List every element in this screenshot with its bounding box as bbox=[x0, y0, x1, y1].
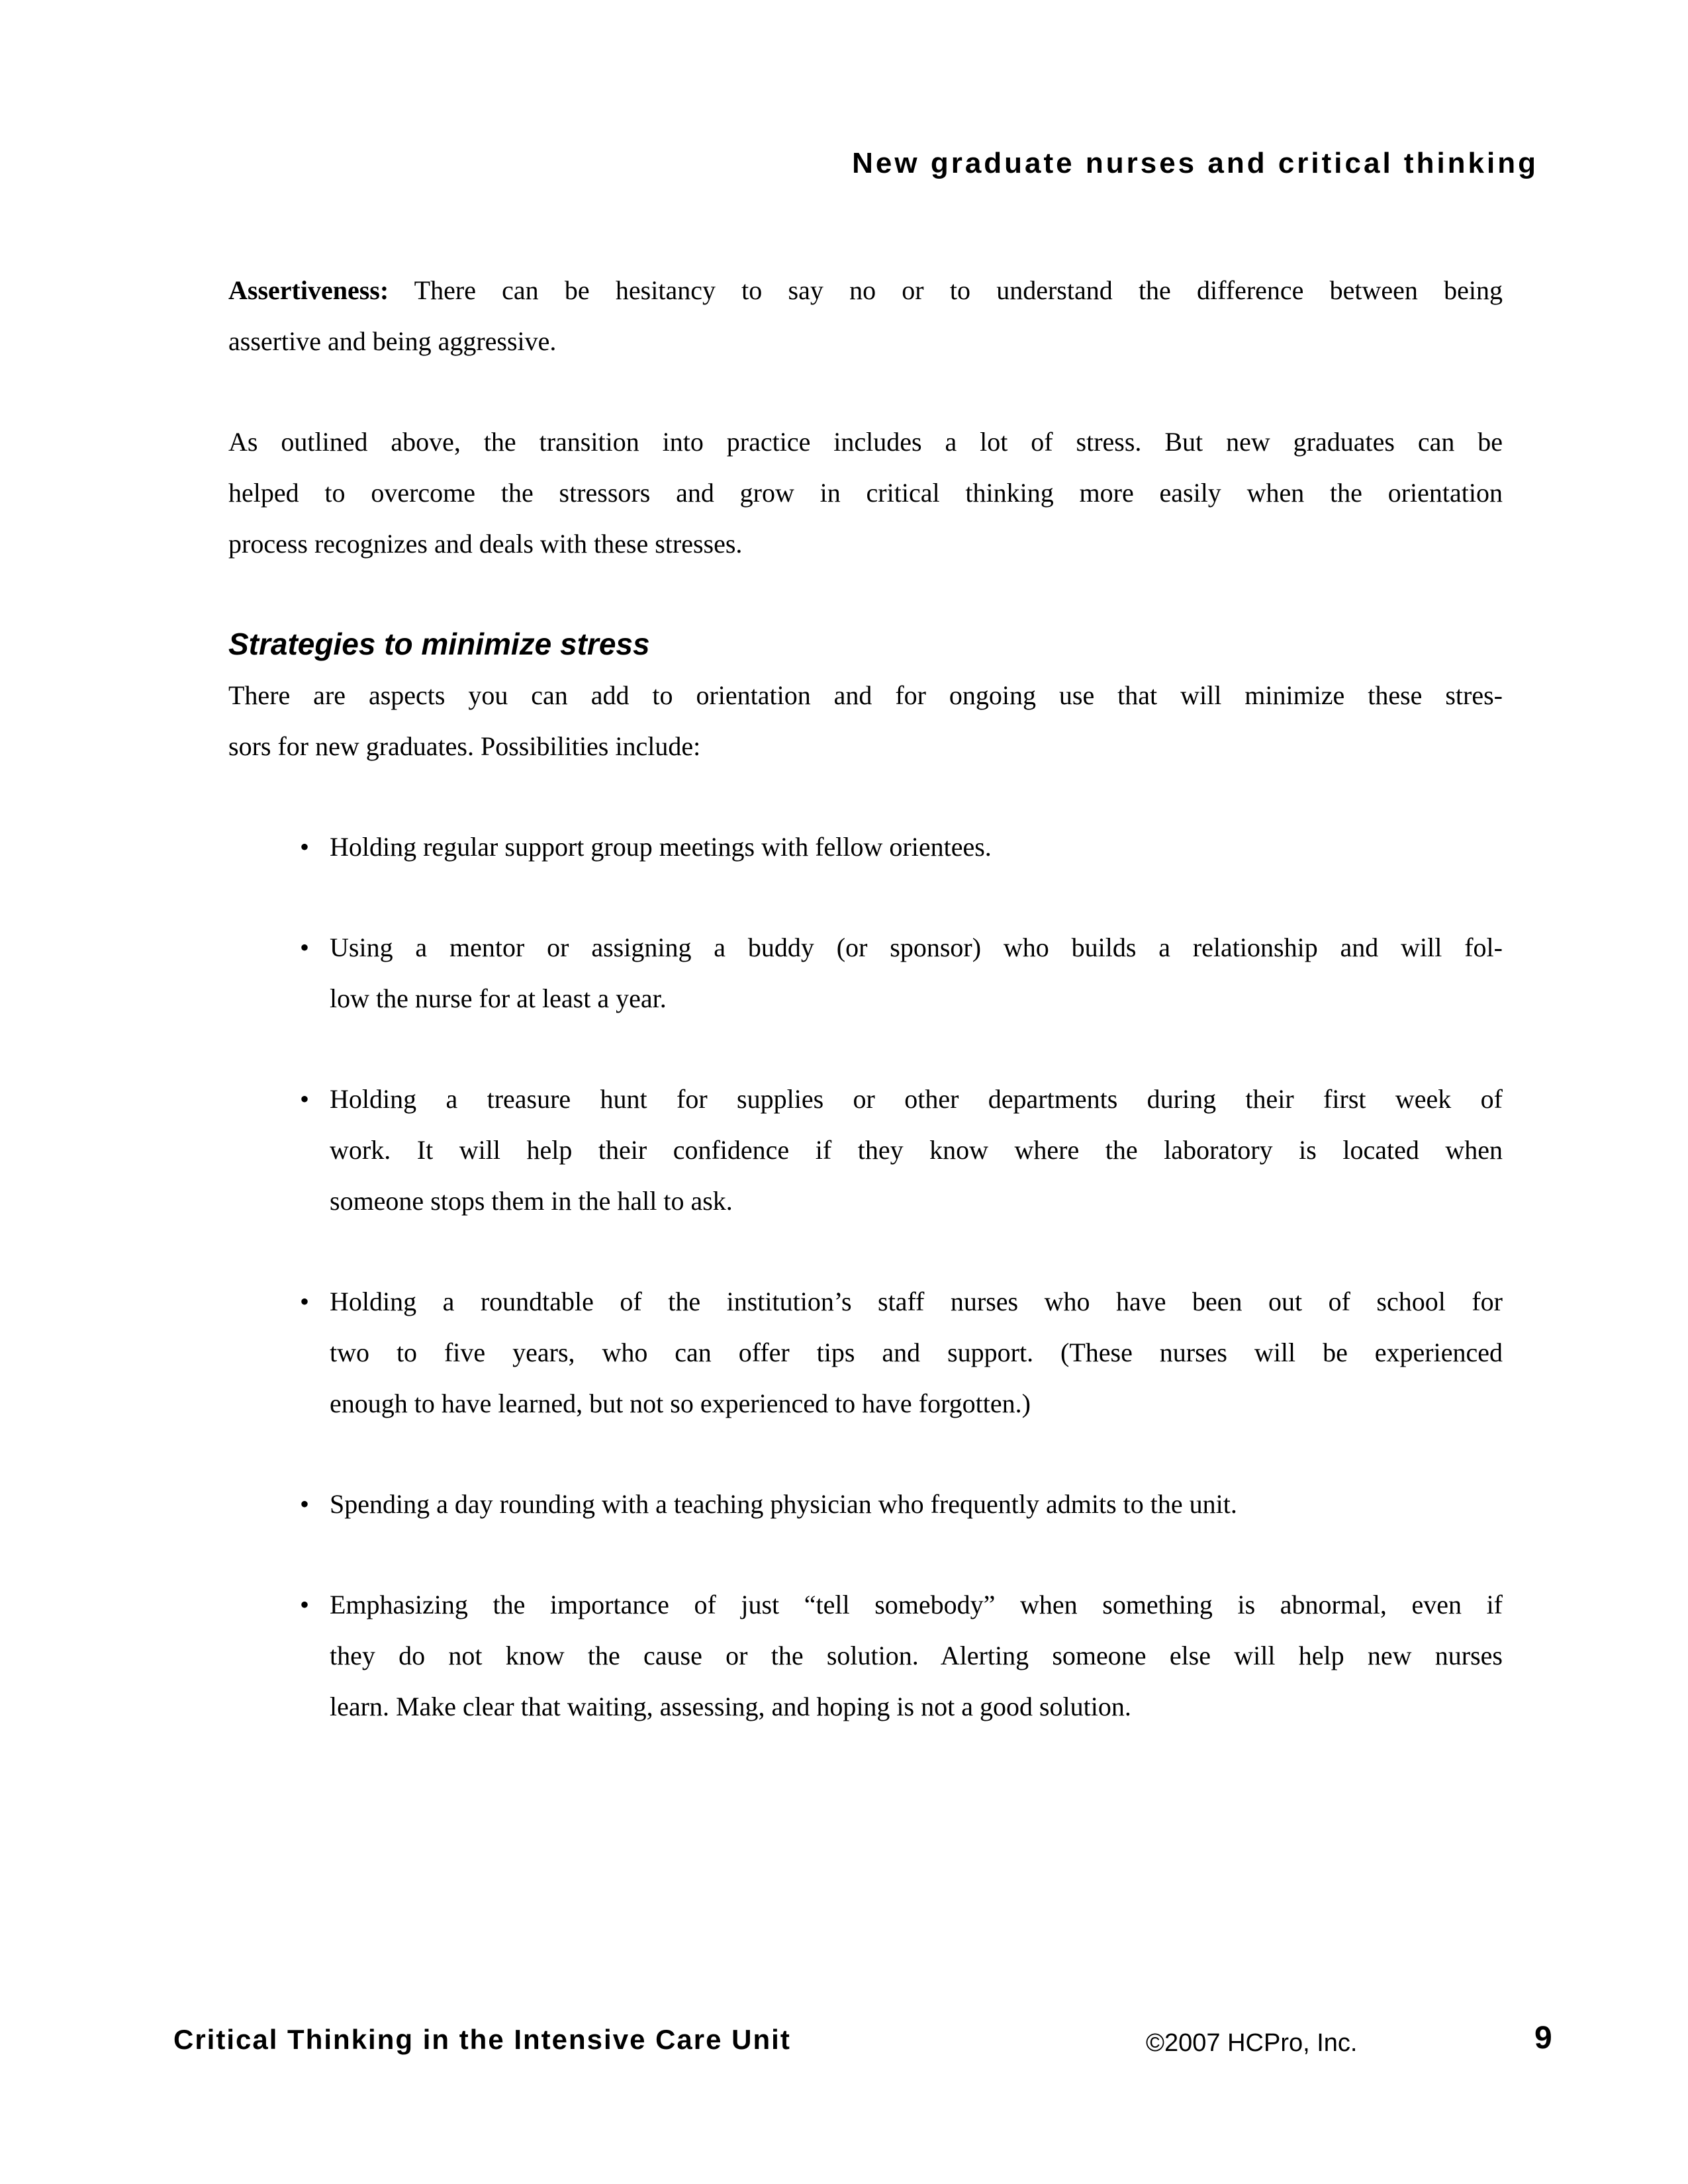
running-head: New graduate nurses and critical thinking bbox=[852, 147, 1538, 179]
bullet-text: Holding regular support group meetings with fellow orientees. bbox=[330, 832, 992, 862]
footer-book-title: Critical Thinking in the Intensive Care Unit bbox=[173, 2024, 791, 2055]
paragraph-transition bbox=[228, 416, 1503, 569]
bullet-text: two to five years, who can offer tips and support. (These nurses will be experienced bbox=[330, 1338, 1503, 1367]
list-item bbox=[228, 1479, 1503, 1529]
section-heading: Strategies to minimize stress bbox=[228, 627, 650, 661]
bullet-icon: • bbox=[300, 1489, 310, 1519]
bullet-text: enough to have learned, but not so experienced to have forgotten.) bbox=[330, 1388, 1031, 1418]
bullet-text: Holding a roundtable of the institution’s staff nurses who have been out of school for bbox=[330, 1287, 1503, 1316]
bullet-list bbox=[228, 821, 1503, 1732]
page-body bbox=[228, 265, 1503, 1782]
paragraph-text: There can be hesitancy to say no or to understand the difference between being bbox=[389, 275, 1503, 305]
paragraph-text: sors for new graduates. Possibilities include: bbox=[228, 731, 701, 761]
bullet-icon: • bbox=[300, 1590, 310, 1619]
bullet-text: Using a mentor or assigning a buddy (or sponsor) who builds a relationship and will fol- bbox=[330, 933, 1503, 962]
bullet-text: they do not know the cause or the solution. Alerting someone else will help new nurses bbox=[330, 1641, 1503, 1670]
bullet-text: work. It will help their confidence if they know where the laboratory is located when bbox=[330, 1135, 1503, 1165]
bullet-text: Holding a treasure hunt for supplies or other departments during their first week of bbox=[330, 1084, 1503, 1114]
bullet-text: someone stops them in the hall to ask. bbox=[330, 1186, 733, 1216]
paragraph-lead-term: Assertiveness: bbox=[228, 275, 389, 305]
bullet-text: Spending a day rounding with a teaching physician who frequently admits to the unit. bbox=[330, 1489, 1237, 1519]
bullet-icon: • bbox=[300, 1084, 310, 1114]
bullet-icon: • bbox=[300, 1287, 310, 1316]
paragraph-text: There are aspects you can add to orientation and for ongoing use that will minimize these stres- bbox=[228, 680, 1503, 710]
paragraph-line bbox=[228, 265, 1503, 316]
paragraph-assertiveness bbox=[228, 265, 1503, 367]
paragraph-text: process recognizes and deals with these stresses. bbox=[228, 529, 743, 559]
bullet-icon: • bbox=[300, 832, 310, 862]
footer-copyright: ©2007 HCPro, Inc. bbox=[1146, 2029, 1358, 2057]
list-item bbox=[228, 1276, 1503, 1429]
bullet-icon: • bbox=[300, 933, 310, 962]
bullet-text: Emphasizing the importance of just “tell somebody” when something is abnormal, even if bbox=[330, 1590, 1503, 1619]
bullet-text: learn. Make clear that waiting, assessing, and hoping is not a good solution. bbox=[330, 1692, 1131, 1721]
list-item bbox=[228, 1579, 1503, 1732]
paragraph-text: assertive and being aggressive. bbox=[228, 326, 557, 356]
footer-page-number: 9 bbox=[1534, 2021, 1552, 2056]
paragraph-intro bbox=[228, 670, 1503, 772]
list-item bbox=[228, 1073, 1503, 1226]
list-item bbox=[228, 821, 1503, 872]
list-item bbox=[228, 922, 1503, 1024]
bullet-text: low the nurse for at least a year. bbox=[330, 983, 667, 1013]
paragraph-text: As outlined above, the transition into practice includes a lot of stress. But new graduates can be bbox=[228, 427, 1503, 457]
paragraph-text: helped to overcome the stressors and grow in critical thinking more easily when the orientation bbox=[228, 478, 1503, 508]
